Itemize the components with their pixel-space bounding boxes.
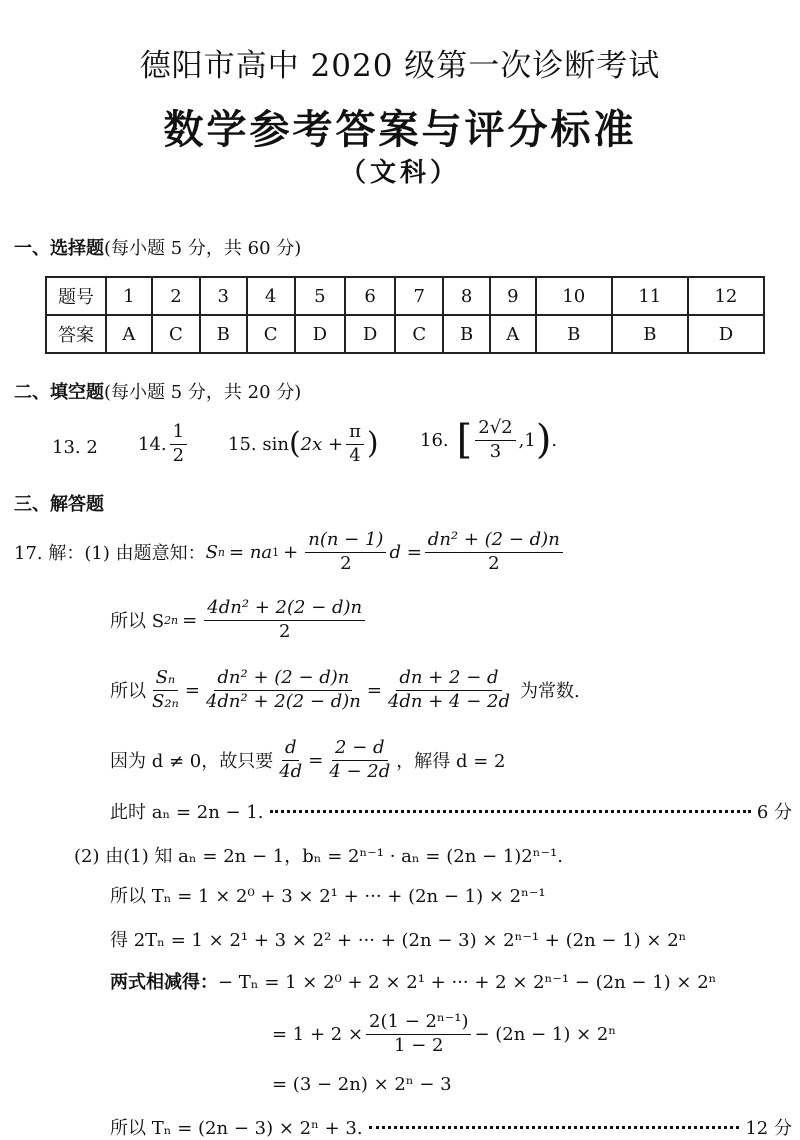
answer-14-fraction (170, 422, 187, 466)
answer-cell: C (152, 315, 200, 353)
section-2-note: (每小题 5 分，共 20 分) (104, 382, 302, 403)
fraction-numerator: dn² + (2 − d)n (425, 530, 563, 553)
solution-line-11: = (3 − 2n) × 2ⁿ − 3 (272, 1074, 452, 1095)
answer-15-inner: 2x + (300, 433, 344, 455)
section-2-title: 二、填空题 (14, 382, 104, 403)
fraction-numerator: π (346, 422, 364, 445)
expr-na: = na (229, 541, 273, 563)
answer-16-label: 16. (420, 429, 449, 451)
equals-sign: = (366, 679, 382, 701)
expr-s: S (205, 541, 218, 563)
section-2-heading (14, 378, 301, 404)
fraction-numerator: Sₙ (153, 668, 179, 691)
fraction-numerator: d (282, 738, 300, 761)
row-label-answer: 答案 (46, 315, 106, 353)
fraction-denominator: 4d (279, 760, 303, 782)
question-number: 7 (395, 277, 443, 315)
answer-cell: A (490, 315, 536, 353)
answer-cell: D (688, 315, 764, 353)
line-text: 所以 Tₙ = (2n − 3) × 2ⁿ + 3. (110, 1118, 363, 1139)
fraction (203, 668, 364, 712)
fraction-denominator: 4dn² + 2(2 − d)n (205, 690, 361, 712)
section-1-note: (每小题 5 分，共 60 分) (104, 238, 302, 259)
line-prefix: 所以 (110, 681, 146, 703)
answer-cell: B (612, 315, 688, 353)
fraction (425, 530, 563, 574)
question-number: 1 (106, 277, 152, 315)
fraction-denominator: 2 (278, 620, 291, 642)
s2n-label: 所以 S (110, 611, 165, 633)
fraction-denominator: 1 − 2 (394, 1034, 444, 1056)
fraction-denominator: 4 − 2d (329, 760, 391, 782)
answer-table (45, 276, 765, 354)
fraction-numerator: 2 − d (332, 738, 388, 761)
answer-cell: B (200, 315, 247, 353)
fraction (204, 598, 365, 642)
fraction-numerator: dn + 2 − d (396, 668, 501, 691)
answer-cell: C (247, 315, 295, 353)
number-row (46, 277, 764, 315)
s2n-sub: 2n (164, 613, 179, 627)
section-3-title: 三、解答题 (14, 494, 104, 515)
subject-label: （文科） (339, 158, 460, 188)
answer-16-tail: ,1 (518, 429, 536, 451)
solution-line-7: 所以 Tₙ = 1 × 2⁰ + 3 × 2¹ + ··· + (2n − 1) × 2ⁿ⁻¹ (110, 886, 546, 907)
question-number: 10 (536, 277, 612, 315)
answer-14-label: 14. (138, 433, 167, 455)
equals-sign: = (184, 679, 200, 701)
solution-line-8: 得 2Tₙ = 1 × 2¹ + 3 × 2² + ··· + (2n − 3) × 2ⁿ⁻¹ + (2n − 1) × 2ⁿ (110, 930, 687, 951)
score-label: 6 分 (756, 802, 792, 823)
exam-title: 德阳市高中 2020 级第一次诊断考试 (139, 48, 661, 84)
answer-cell: D (295, 315, 345, 353)
equals-sign: = (308, 749, 324, 771)
document-title: 数学参考答案与评分标准 (163, 106, 637, 153)
fraction-denominator: 2 (488, 552, 500, 574)
right-paren: ) (535, 417, 552, 464)
answer-14 (138, 422, 190, 466)
fraction (366, 1012, 471, 1056)
left-bracket: [ (456, 417, 473, 464)
fraction-denominator: S₂ₙ (152, 690, 179, 712)
fraction (305, 530, 386, 574)
answer-cell: B (443, 315, 490, 353)
line-suffix: 为常数. (519, 681, 580, 703)
line-prefix: 因为 d ≠ 0，故只要 (110, 751, 274, 773)
answer-16-fraction (475, 418, 515, 462)
leader-dots (369, 1126, 740, 1129)
question-number: 9 (490, 277, 536, 315)
line-suffix: − (2n − 1) × 2ⁿ (474, 1023, 617, 1045)
line-prefix: = 1 + 2 × (272, 1023, 364, 1045)
problem-17-label: 17. 解：(1) 由题意知： (14, 543, 206, 565)
solution-line-12 (110, 1114, 792, 1140)
solution-line-2 (110, 598, 368, 642)
answer-cell: D (345, 315, 395, 353)
answer-cell: A (106, 315, 152, 353)
section-1-title: 一、选择题 (14, 238, 104, 259)
solution-line-9 (110, 968, 716, 994)
fraction-numerator: 1 (170, 422, 187, 445)
question-number: 3 (200, 277, 247, 315)
fraction-numerator: dn² + (2 − d)n (214, 668, 352, 691)
answer-cell: B (536, 315, 612, 353)
expr-d: d = (389, 541, 422, 563)
fraction-denominator: 2 (340, 552, 352, 574)
line-text: 此时 aₙ = 2n − 1. (110, 802, 264, 823)
leader-dots (270, 810, 751, 813)
left-paren: ( (288, 426, 301, 462)
score-label: 12 分 (745, 1118, 792, 1139)
fraction (276, 738, 305, 782)
fraction-denominator: 3 (489, 440, 502, 462)
question-number: 11 (612, 277, 688, 315)
fraction-numerator: 4dn² + 2(2 − d)n (204, 598, 365, 621)
question-number: 2 (152, 277, 200, 315)
question-number: 8 (443, 277, 490, 315)
fraction (149, 668, 182, 712)
answer-row (46, 315, 764, 353)
solution-line-10 (272, 1012, 616, 1056)
subtract-label: 两式相减得： (110, 972, 218, 993)
equals-sign: = (182, 609, 198, 631)
solution-line-4 (110, 738, 506, 782)
line-text: − Tₙ = 1 × 2⁰ + 2 × 2¹ + ··· + 2 × 2ⁿ⁻¹ − (2n − 1) × 2ⁿ (218, 972, 717, 993)
right-paren: ) (366, 426, 379, 462)
fraction-denominator: 4 (349, 444, 361, 466)
solution-line-5 (110, 798, 792, 824)
line-suffix: ，解得 d = 2 (396, 751, 506, 773)
answer-15 (228, 422, 379, 466)
question-number: 12 (688, 277, 764, 315)
solution-line-3 (110, 668, 580, 712)
fraction (326, 738, 393, 782)
answer-cell: C (395, 315, 443, 353)
question-number: 6 (345, 277, 395, 315)
fraction-numerator: 2√2 (475, 418, 515, 441)
solution-line-1: 17. 解：(1) 由题意知： S n = na 1 + $\frac{n(n - 1)}{2}$ d = $\frac{\text{dn² + (2 − d)n}}{2}$ (14, 530, 566, 574)
fraction-numerator: 2(1 − 2ⁿ⁻¹) (366, 1012, 471, 1035)
answer-15-fraction (346, 422, 364, 466)
plus-sign: + (283, 541, 299, 563)
answer-13: 13. 2 (52, 437, 98, 458)
answer-15-label: 15. sin (228, 433, 289, 455)
fraction-denominator: 2 (172, 444, 185, 466)
question-number: 4 (247, 277, 295, 315)
fraction (385, 668, 513, 712)
row-label-number: 题号 (46, 277, 106, 315)
question-number: 5 (295, 277, 345, 315)
solution-line-6: (2) 由(1) 知 aₙ = 2n − 1，bₙ = 2ⁿ⁻¹ · aₙ = (2n − 1)2ⁿ⁻¹. (74, 846, 563, 867)
fraction-denominator: 4dn + 4 − 2d (387, 690, 510, 712)
section-1-heading (14, 234, 301, 260)
answer-16-end: . (551, 429, 558, 451)
answer-16 (420, 418, 557, 462)
fraction-numerator: n(n − 1) (305, 530, 386, 553)
